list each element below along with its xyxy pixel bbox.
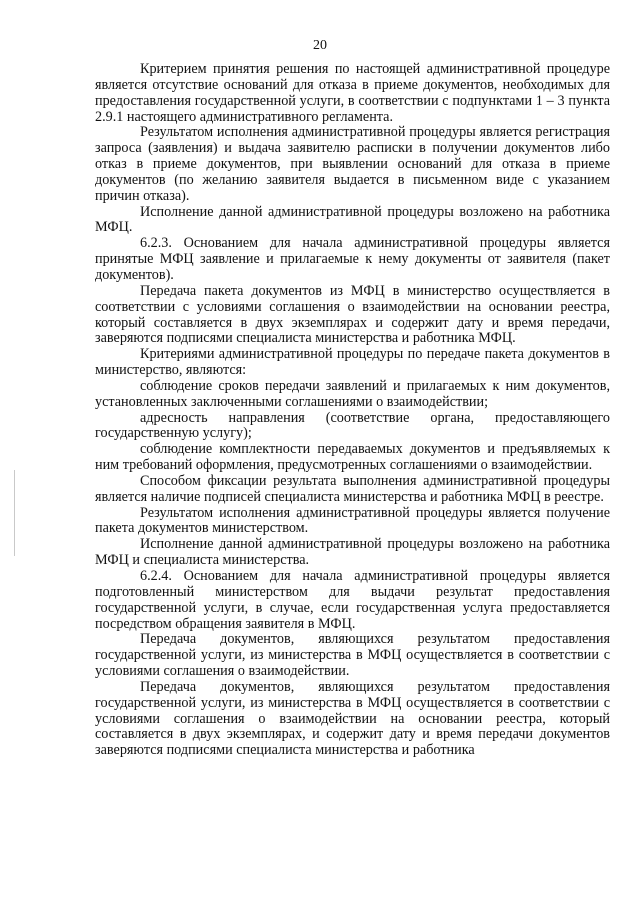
paragraph-section-6-2-3: 6.2.3. Основанием для начала административной процедуры является принятые МФЦ заявление и прилагаемые к нему документы от заявителя (пакет документов). <box>95 235 610 283</box>
paragraph-executor-mfc-ministry: Исполнение данной административной процедуры возложено на работника МФЦ и специалиста министерства. <box>95 536 610 569</box>
paragraph-criterion-completeness: соблюдение комплектности передаваемых документов и предъявляемых к ним требований оформления, предусмотренных соглашениями о взаимодействии. <box>95 441 610 474</box>
paragraph-package-result: Результатом исполнения административной процедуры является получение пакета документов министерством. <box>95 504 610 537</box>
paragraph-fixation-method: Способом фиксации результата выполнения административной процедуры является наличие подписей специалиста министерства и работника МФЦ в реестре. <box>95 472 610 505</box>
document-body <box>95 62 610 759</box>
paragraph-section-6-2-4: 6.2.4. Основанием для начала административной процедуры является подготовленный министерством для выдачи результат предоставления государственной услуги, в случае, если государственная услуга предоставляется посредством обращения заявителя в МФЦ. <box>95 568 610 632</box>
paragraph-transfer-criteria: Критериями административной процедуры по передаче пакета документов в министерство, являются: <box>95 346 610 379</box>
paragraph-result-transfer-registry: Передача документов, являющихся результатом предоставления государственной услуги, из министерства в МФЦ осуществляется в соответствии с условиями соглашения о взаимодействии на основании реестра, который составляется в двух экземплярах, и содержит дату и время передачи документов заверяются подписями специалиста министерства и работника <box>95 678 610 759</box>
paragraph-result-transfer: Передача документов, являющихся результатом предоставления государственной услуги, из министерства в МФЦ осуществляется в соответствии с условиями соглашения о взаимодействии. <box>95 631 610 680</box>
paragraph-registration-result: Результатом исполнения административной процедуры является регистрация запроса (заявления) и выдача заявителю расписки в получении документов либо отказ в приеме документов, при выявлении оснований для отказа в приеме документов (по желанию заявителя выдается в письменном виде с указанием причин отказа). <box>95 124 610 204</box>
scan-margin-line <box>14 470 15 556</box>
paragraph-executor-mfc: Исполнение данной административной процедуры возложено на работника МФЦ. <box>95 203 610 236</box>
paragraph-acceptance-criterion: Критерием принятия решения по настоящей административной процедуре является отсутствие оснований для отказа в приеме документов, необходимых для предоставления государственной услуги, в соответствии с подпунктами 1 – 3 пункта 2.9.1 настоящего административного регламента. <box>95 61 610 125</box>
paragraph-package-transfer: Передача пакета документов из МФЦ в министерство осуществляется в соответствии с условиями соглашения о взаимодействии на основании реестра, который составляется в двух экземплярах и содержит дату и время передачи, заверяются подписями специалиста министерства и работника МФЦ. <box>95 282 610 347</box>
paragraph-criterion-addressing: адресность направления (соответствие органа, предоставляющего государственную услугу); <box>95 409 610 442</box>
page-number: 20 <box>313 38 327 53</box>
paragraph-criterion-deadlines: соблюдение сроков передачи заявлений и прилагаемых к ним документов, установленных заключенными соглашениями о взаимодействии; <box>95 377 610 410</box>
